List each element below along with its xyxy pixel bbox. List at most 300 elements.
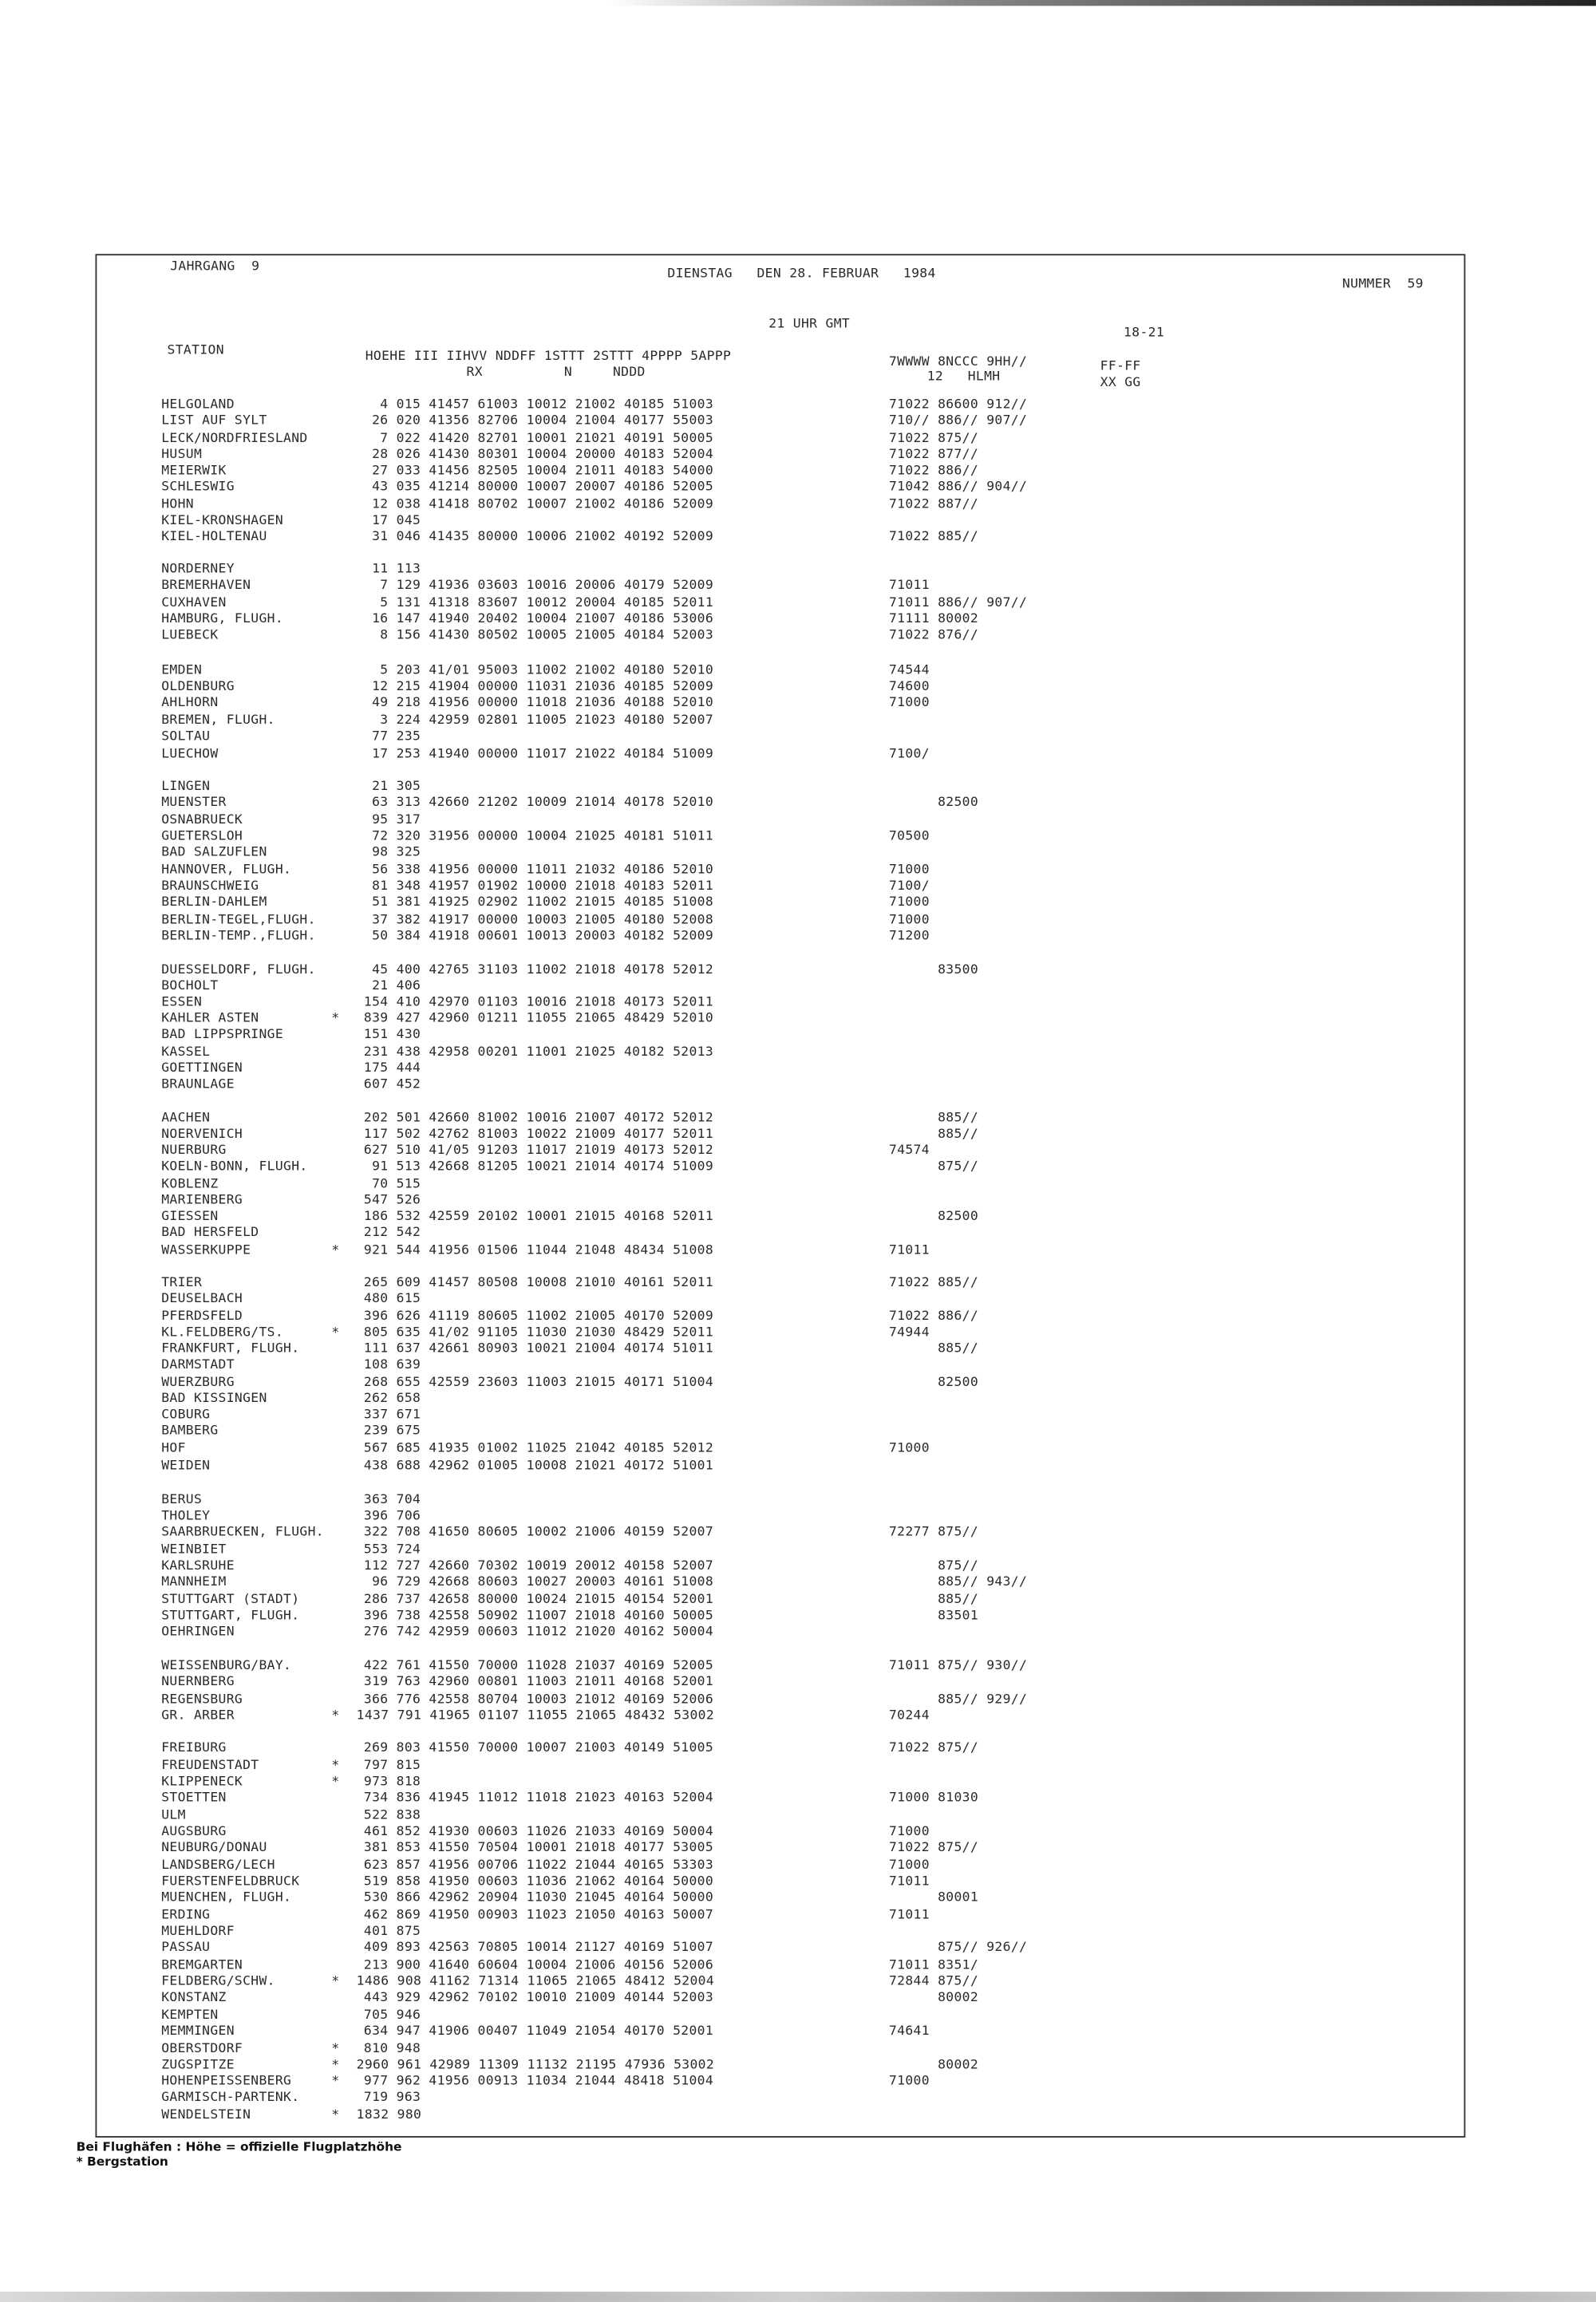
station-codes: 17 253 41940 00000 11017 21022 40184 51009 [363, 747, 714, 762]
table-row [161, 895, 1173, 911]
station-name: HELGOLAND [161, 397, 235, 413]
station-name: SOLTAU [161, 729, 211, 744]
table-row [161, 813, 1173, 829]
station-name: STUTTGART, FLUGH. [161, 1609, 300, 1624]
station-codes: 286 737 42658 80000 10024 21015 40154 52001 [363, 1593, 714, 1608]
weather-groups: 71200 [888, 929, 930, 945]
table-row [161, 1975, 1173, 1991]
station-name: BAMBERG [161, 1423, 219, 1439]
weather-groups: 71011 [888, 1243, 930, 1258]
weather-groups: 71022 885// [888, 1275, 979, 1291]
station-codes: 108 639 [363, 1357, 421, 1373]
table-row [161, 1077, 1173, 1093]
table-row [161, 1841, 1173, 1857]
table-row [161, 680, 1173, 696]
station-codes: 977 962 41956 00913 11034 21044 48418 51004 [363, 2074, 714, 2090]
station-name: OEHRINGEN [161, 1625, 235, 1641]
footnote-airports: Bei Flughäfen : Höhe = offizielle Flugplatzhöhe [76, 2138, 402, 2154]
table-row [161, 696, 1173, 712]
station-codes: 1832 980 [356, 2108, 422, 2123]
station-codes: 4 015 41457 61003 10012 21002 40185 51003 [363, 397, 714, 413]
station-codes: 63 313 42660 21202 10009 21014 40178 52010 [363, 796, 714, 811]
weather-groups: 71000 81030 [888, 1791, 979, 1806]
table-row [161, 1925, 1173, 1941]
table-row [161, 1408, 1173, 1423]
station-codes: 1486 908 41162 71314 11065 21065 48412 52004 [356, 1974, 715, 1990]
table-row [161, 1424, 1173, 1440]
weather-groups: 71022 877// [888, 448, 979, 463]
station-name: WEIDEN [161, 1459, 211, 1475]
weather-groups: 71011 8351/ [888, 1958, 979, 1973]
station-codes: 1437 791 41965 01107 11055 21065 48432 53002 [356, 1708, 715, 1724]
table-row [161, 1376, 1173, 1392]
weather-groups: 83500 [888, 962, 979, 978]
weather-groups: 71022 875// [888, 1741, 979, 1756]
mountain-marker: * [331, 2042, 340, 2057]
weather-groups: 74600 [888, 679, 930, 695]
station-name: BERLIN-TEMP.,FLUGH. [161, 929, 316, 945]
table-row [161, 1692, 1173, 1708]
station-name: ZUGSPITZE [161, 2058, 235, 2073]
station-codes: 27 033 41456 82505 10004 21011 40183 54000 [363, 464, 714, 479]
scan-edge-top [0, 0, 1596, 6]
station-codes: 921 544 41956 01506 11044 21048 48434 51008 [363, 1243, 714, 1258]
station-codes: 396 626 41119 80605 11002 21005 40170 52009 [363, 1309, 714, 1325]
station-codes: 37 382 41917 00000 10003 21005 40180 52008 [363, 913, 714, 928]
station-name: GUETERSLOH [161, 829, 243, 844]
station-name: LECK/NORDFRIESLAND [161, 431, 308, 447]
station-name: BOCHOLT [161, 979, 219, 994]
table-row [161, 1791, 1173, 1807]
table-row [161, 1392, 1173, 1408]
table-row [161, 748, 1173, 764]
station-name: AACHEN [161, 1111, 211, 1127]
table-row [161, 1593, 1173, 1609]
station-codes: 72 320 31956 00000 10004 21025 40181 51011 [363, 829, 714, 844]
station-name: LANDSBERG/LECH [161, 1858, 275, 1874]
station-codes: 810 948 [363, 2042, 421, 2057]
weather-groups: 7100/ [888, 879, 930, 894]
weather-groups: 875// [888, 1159, 979, 1175]
station-codes: 530 866 42962 20904 11030 21045 40164 50000 [363, 1890, 714, 1906]
station-codes: 154 410 42970 01103 10016 21018 40173 52011 [363, 995, 714, 1010]
table-row [161, 979, 1173, 995]
time-label: 21 UHR GMT [768, 317, 851, 332]
table-row [161, 1243, 1173, 1259]
station-codes: 186 532 42559 20102 10001 21015 40168 52011 [363, 1210, 714, 1225]
weather-groups: 82500 [888, 1375, 979, 1391]
table-row [161, 1575, 1173, 1591]
station-codes: 231 438 42958 00201 11001 21025 40182 52013 [363, 1045, 714, 1060]
table-row [161, 1625, 1173, 1641]
station-codes: 973 818 [363, 1775, 421, 1790]
station-codes: 522 838 [363, 1808, 421, 1824]
station-name: GR. ARBER [161, 1708, 235, 1724]
station-codes: 443 929 42962 70102 10010 21009 40144 52003 [363, 1990, 714, 2006]
table-row [161, 729, 1173, 745]
table-row [161, 1309, 1173, 1325]
station-codes: 462 869 41950 00903 11023 21050 40163 50007 [363, 1908, 714, 1924]
station-codes: 45 400 42765 31103 11002 21018 40178 52012 [363, 962, 714, 978]
station-codes: 337 671 [363, 1408, 421, 1423]
table-row [161, 1210, 1173, 1226]
station-name: BAD SALZUFLEN [161, 845, 267, 861]
table-row [161, 780, 1173, 796]
table-row [161, 1292, 1173, 1308]
table-row [161, 1809, 1173, 1825]
weather-groups: 885// [888, 1341, 979, 1357]
station-name: MEIERWIK [161, 464, 227, 479]
station-name: COBURG [161, 1408, 211, 1423]
weather-groups: 80001 [888, 1890, 979, 1906]
weather-groups: 71000 [888, 696, 930, 711]
table-row [161, 1559, 1173, 1575]
table-row [161, 2091, 1173, 2107]
table-row [161, 2075, 1173, 2091]
table-row [161, 2024, 1173, 2040]
weather-groups: 885// [888, 1127, 979, 1143]
table-row [161, 796, 1173, 811]
station-name: AUGSBURG [161, 1824, 227, 1840]
station-codes: 839 427 42960 01211 11055 21065 48429 52010 [363, 1011, 714, 1027]
station-name: PASSAU [161, 1941, 211, 1956]
station-name: LIST AUF SYLT [161, 413, 267, 429]
station-name: DARMSTADT [161, 1357, 235, 1373]
station-codes: 26 020 41356 82706 10004 21004 40177 55003 [363, 413, 714, 429]
mountain-marker: * [331, 2058, 340, 2073]
station-codes: 734 836 41945 11012 11018 21023 40163 52004 [363, 1791, 714, 1806]
station-codes: 553 724 [363, 1542, 421, 1558]
station-codes: 319 763 42960 00801 11003 21011 40168 52001 [363, 1675, 714, 1690]
table-row [161, 1045, 1173, 1061]
weather-groups: 7100/ [888, 747, 930, 762]
station-codes: 5 203 41/01 95003 11002 21002 40180 52010 [363, 663, 714, 679]
station-name: THOLEY [161, 1509, 211, 1524]
table-row [161, 1991, 1173, 2007]
table-row [161, 1526, 1173, 1542]
station-codes: 401 875 [363, 1925, 421, 1940]
station-name: BREMEN, FLUGH. [161, 713, 275, 729]
table-row [161, 2008, 1173, 2024]
station-name: BERLIN-DAHLEM [161, 895, 267, 910]
table-row [161, 1061, 1173, 1077]
weather-groups: 885// 943// [888, 1575, 1028, 1590]
weather-groups: 72844 875// [888, 1974, 979, 1990]
mountain-marker: * [331, 1974, 340, 1990]
mountain-marker: * [331, 2074, 340, 2090]
table-row [161, 1459, 1173, 1475]
station-codes: 262 658 [363, 1392, 421, 1407]
weather-groups: 71022 887// [888, 497, 979, 513]
station-codes: 81 348 41957 01902 10000 21018 40183 52011 [363, 879, 714, 894]
table-row [161, 596, 1173, 612]
column-header-station: STATION [167, 343, 224, 358]
table-row [161, 1741, 1173, 1757]
weather-groups: 71022 875// [888, 431, 979, 447]
weather-groups: 71011 [888, 578, 930, 594]
table-row [161, 1028, 1173, 1044]
station-name: HOHN [161, 497, 194, 513]
station-codes: 719 963 [363, 2091, 421, 2106]
weather-groups: 70244 [888, 1708, 930, 1724]
station-codes: 7 129 41936 03603 10016 20006 40179 52009 [363, 578, 714, 594]
table-row [161, 1909, 1173, 1925]
station-name: KONSTANZ [161, 1990, 227, 2006]
table-row [161, 563, 1173, 578]
weather-groups: 71000 [888, 1824, 930, 1840]
station-name: HAMBURG, FLUGH. [161, 612, 284, 627]
table-row [161, 995, 1173, 1011]
station-codes: 3 224 42959 02801 11005 21023 40180 52007 [363, 713, 714, 729]
station-name: LINGEN [161, 779, 211, 795]
weather-groups: 875// 926// [888, 1941, 1028, 1956]
weather-groups: 71000 [888, 863, 930, 879]
table-row [161, 1493, 1173, 1509]
weather-groups: 83501 [888, 1609, 979, 1624]
weather-groups: 71011 886// 907// [888, 595, 1028, 611]
weather-groups: 71011 [888, 1908, 930, 1924]
date-label: DIENSTAG DEN 28. FEBRUAR 1984 [667, 267, 936, 282]
station-name: HOHENPEISSENBERG [161, 2074, 292, 2090]
station-name: MUEHLDORF [161, 1925, 235, 1940]
station-codes: 366 776 42558 80704 10003 21012 40169 52006 [363, 1692, 714, 1708]
weather-groups: 72277 875// [888, 1525, 979, 1541]
station-name: GOETTINGEN [161, 1061, 243, 1076]
table-row [161, 1226, 1173, 1242]
table-row [161, 2042, 1173, 2058]
station-name: FELDBERG/SCHW. [161, 1974, 275, 1990]
table-row [161, 1160, 1173, 1176]
table-row [161, 1958, 1173, 1974]
station-name: KIEL-KRONSHAGEN [161, 513, 284, 529]
table-row [161, 480, 1173, 496]
column-header-codes: HOEHE III IIHVV NDDFF 1STTT 2STTT 4PPPP 5APPP [365, 349, 732, 365]
table-row [161, 846, 1173, 862]
column-header-wind: FF-FF [1100, 359, 1141, 375]
station-name: BREMGARTEN [161, 1958, 243, 1973]
station-codes: 117 502 42762 81003 10022 21009 40177 52011 [363, 1127, 714, 1143]
station-name: ULM [161, 1808, 186, 1824]
station-name: BAD HERSFELD [161, 1226, 259, 1241]
station-codes: 567 685 41935 01002 11025 21042 40185 52012 [363, 1441, 714, 1457]
period-label: 18-21 [1124, 326, 1165, 341]
station-codes: 805 635 41/02 91105 11030 21030 48429 52011 [363, 1325, 714, 1341]
weather-groups: 71000 [888, 913, 930, 928]
station-name: FREUDENSTADT [161, 1759, 259, 1774]
jahrgang-label: JAHRGANG 9 [170, 259, 260, 275]
station-name: DUESSELDORF, FLUGH. [161, 962, 316, 978]
weather-groups: 70500 [888, 829, 930, 844]
column-header-wind-sub: XX GG [1100, 376, 1141, 391]
station-name: MANNHEIM [161, 1575, 227, 1590]
table-row [161, 1825, 1173, 1841]
station-codes: 43 035 41214 80000 10007 20007 40186 52005 [363, 480, 714, 496]
mountain-marker: * [331, 1708, 340, 1724]
table-row [161, 2059, 1173, 2075]
station-name: BRAUNSCHWEIG [161, 879, 259, 894]
station-name: KL.FELDBERG/TS. [161, 1325, 284, 1341]
station-codes: 276 742 42959 00603 11012 21020 40162 50004 [363, 1625, 714, 1641]
station-name: KOBLENZ [161, 1177, 219, 1192]
station-codes: 705 946 [363, 2008, 421, 2024]
weather-groups: 875// [888, 1558, 979, 1574]
station-codes: 28 026 41430 80301 10004 20000 40183 52004 [363, 448, 714, 463]
station-name: KARLSRUHE [161, 1558, 235, 1574]
table-row [161, 930, 1173, 946]
table-row [161, 664, 1173, 680]
station-codes: 5 131 41318 83607 10012 20004 40185 52011 [363, 595, 714, 611]
table-row [161, 1675, 1173, 1691]
weather-groups: 71022 875// [888, 1841, 979, 1856]
station-name: NUERNBERG [161, 1675, 235, 1690]
station-name: MEMMINGEN [161, 2024, 235, 2039]
station-name: NUERBURG [161, 1143, 227, 1159]
table-row [161, 1143, 1173, 1159]
station-name: HUSUM [161, 448, 203, 463]
station-name: EMDEN [161, 663, 203, 679]
weather-groups: 71022 886// [888, 1309, 979, 1325]
footnote-mountain: * Bergstation [76, 2154, 168, 2169]
station-codes: 49 218 41956 00000 11018 21036 40188 52010 [363, 696, 714, 711]
station-codes: 151 430 [363, 1027, 421, 1043]
weather-groups: 71022 885// [888, 530, 979, 545]
station-name: NOERVENICH [161, 1127, 243, 1143]
station-codes: 363 704 [363, 1493, 421, 1508]
weather-groups: 885// 929// [888, 1692, 1028, 1708]
station-name: STUTTGART (STADT) [161, 1593, 300, 1608]
station-codes: 7 022 41420 82701 10001 21021 40191 50005 [363, 431, 714, 447]
station-name: GARMISCH-PARTENK. [161, 2091, 300, 2106]
station-codes: 396 738 42558 50902 11007 21018 40160 50005 [363, 1609, 714, 1624]
weather-groups: 82500 [888, 796, 979, 811]
station-codes: 51 381 41925 02902 11002 21015 40185 51008 [363, 895, 714, 910]
table-row [161, 1112, 1173, 1127]
station-name: DEUSELBACH [161, 1292, 243, 1307]
table-row [161, 448, 1173, 464]
station-codes: 480 615 [363, 1292, 421, 1307]
station-codes: 12 038 41418 80702 10007 21002 40186 52009 [363, 497, 714, 513]
weather-groups: 80002 [888, 1990, 979, 2006]
station-codes: 461 852 41930 00603 11026 21033 40169 50004 [363, 1824, 714, 1840]
station-name: REGENSBURG [161, 1692, 243, 1708]
station-name: NEUBURG/DONAU [161, 1841, 267, 1856]
table-row [161, 1875, 1173, 1891]
table-row [161, 1709, 1173, 1725]
station-name: BAD LIPPSPRINGE [161, 1027, 284, 1043]
station-codes: 627 510 41/05 91203 11017 21019 40173 52012 [363, 1143, 714, 1159]
station-codes: 31 046 41435 80000 10006 21002 40192 52009 [363, 530, 714, 545]
table-row [161, 398, 1173, 414]
station-name: WEINBIET [161, 1542, 227, 1558]
station-codes: 634 947 41906 00407 11049 21054 40170 52001 [363, 2024, 714, 2039]
station-codes: 17 045 [363, 513, 421, 529]
table-row [161, 578, 1173, 594]
table-row [161, 1941, 1173, 1957]
table-row [161, 2108, 1173, 2124]
station-codes: 12 215 41904 00000 11031 21036 40185 52009 [363, 679, 714, 695]
table-row [161, 514, 1173, 530]
column-header-group7: 7WWWW 8NCCC 9HH// [888, 355, 1028, 370]
station-name: FREIBURG [161, 1741, 227, 1756]
station-name: FRANKFURT, FLUGH. [161, 1341, 300, 1357]
station-name: KASSEL [161, 1045, 211, 1060]
station-codes: 56 338 41956 00000 11011 21032 40186 52010 [363, 863, 714, 879]
weather-groups: 71000 [888, 2074, 930, 2090]
weather-groups: 71022 876// [888, 628, 979, 643]
weather-groups: 74944 [888, 1325, 930, 1341]
station-name: HANNOVER, FLUGH. [161, 863, 292, 879]
table-row [161, 1858, 1173, 1874]
table-row [161, 1659, 1173, 1675]
weather-groups: 80002 [888, 2058, 979, 2073]
weather-groups: 885// [888, 1593, 979, 1608]
table-row [161, 1442, 1173, 1458]
station-codes: 175 444 [363, 1061, 421, 1076]
mountain-marker: * [331, 1775, 340, 1790]
station-codes: 422 761 41550 70000 11028 21037 40169 52005 [363, 1659, 714, 1674]
table-row [161, 1543, 1173, 1559]
weather-groups: 71000 [888, 1858, 930, 1874]
station-codes: 2960 961 42989 11309 11132 21195 47936 53002 [356, 2058, 715, 2073]
table-row [161, 879, 1173, 895]
station-codes: 70 515 [363, 1177, 421, 1192]
station-name: KLIPPENECK [161, 1775, 243, 1790]
weather-groups: 71011 [888, 1874, 930, 1889]
table-row [161, 713, 1173, 729]
station-name: WUERZBURG [161, 1375, 235, 1391]
mountain-marker: * [331, 1759, 340, 1774]
station-codes: 202 501 42660 81002 10016 21007 40172 52012 [363, 1111, 714, 1127]
station-name: OSNABRUECK [161, 813, 243, 828]
table-row [161, 1325, 1173, 1341]
station-name: WASSERKUPPE [161, 1243, 251, 1258]
station-name: HOF [161, 1441, 186, 1457]
station-codes: 98 325 [363, 845, 421, 861]
station-codes: 11 113 [363, 562, 421, 578]
station-name: KAHLER ASTEN [161, 1011, 259, 1027]
table-row [161, 414, 1173, 430]
table-row [161, 1178, 1173, 1194]
station-name: KIEL-HOLTENAU [161, 530, 267, 545]
station-name: CUXHAVEN [161, 595, 227, 611]
issue-number: NUMMER 59 [1341, 277, 1424, 293]
table-row [161, 530, 1173, 546]
station-codes: 16 147 41940 20402 10004 21007 40186 53006 [363, 612, 714, 627]
station-name: LUECHOW [161, 747, 219, 762]
station-codes: 268 655 42559 23603 11003 21015 40171 51004 [363, 1375, 714, 1391]
station-codes: 381 853 41550 70504 10001 21018 40177 53005 [363, 1841, 714, 1856]
station-codes: 8 156 41430 80502 10005 21005 40184 52003 [363, 628, 714, 643]
station-name: PFERDSFELD [161, 1309, 243, 1325]
station-codes: 111 637 42661 80903 10021 21004 40174 51011 [363, 1341, 714, 1357]
station-codes: 269 803 41550 70000 10007 21003 40149 51005 [363, 1741, 714, 1756]
station-name: MARIENBERG [161, 1193, 243, 1209]
weather-groups: 71022 886// [888, 464, 979, 479]
table-row [161, 432, 1173, 448]
station-name: STOETTEN [161, 1791, 227, 1806]
table-row [161, 1509, 1173, 1525]
weather-groups: 74641 [888, 2024, 930, 2039]
station-codes: 95 317 [363, 813, 421, 828]
mountain-marker: * [331, 1011, 340, 1027]
scan-edge-bottom [0, 2292, 1596, 2302]
station-codes: 77 235 [363, 729, 421, 744]
table-row [161, 1759, 1173, 1775]
table-row [161, 830, 1173, 846]
station-name: KEMPTEN [161, 2008, 219, 2024]
table-row [161, 1127, 1173, 1143]
station-codes: 112 727 42660 70302 10019 20012 40158 52007 [363, 1558, 714, 1574]
